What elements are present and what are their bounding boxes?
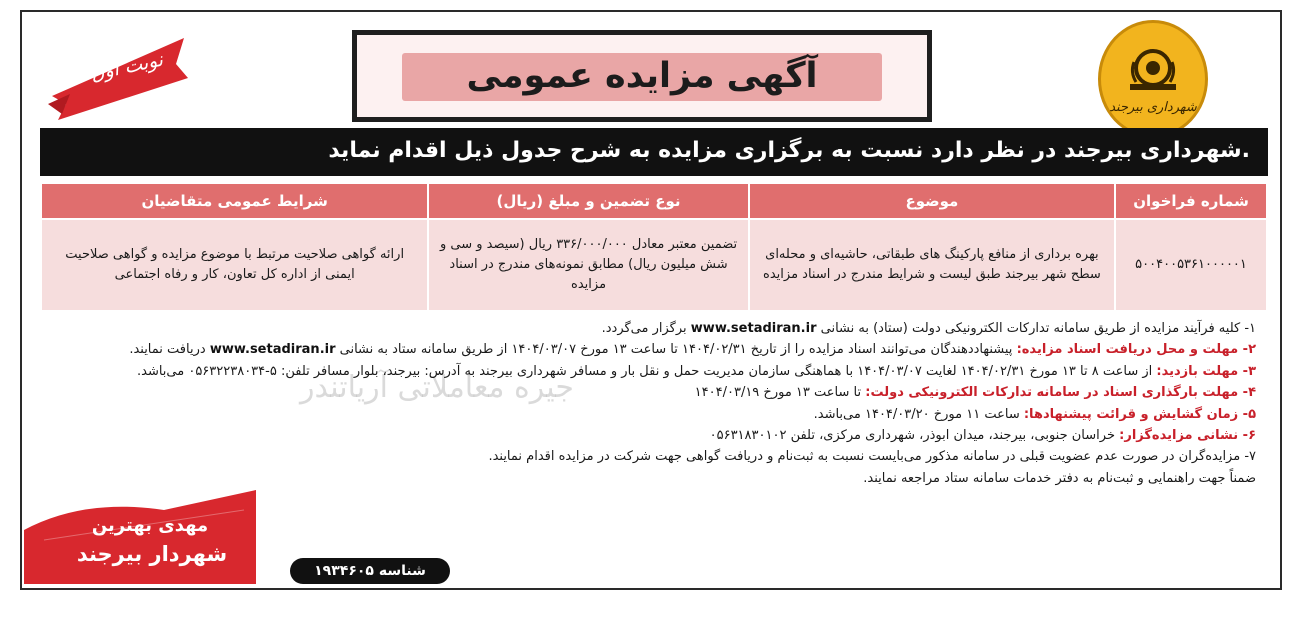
municipality-logo <box>1098 20 1208 138</box>
table-header-row <box>41 183 1267 219</box>
setad-link-2[interactable]: www.setadiran.ir <box>209 342 336 358</box>
clause-1-text: ۱- کلیه فرآیند مزایده از طریق سامانه تدارکات الکترونیکی دولت (ستاد) به نشانی <box>820 321 1256 336</box>
clause-3-label: ۳- مهلت بازدید: <box>1156 363 1256 379</box>
clause-1 <box>32 318 1256 339</box>
setad-link[interactable]: www.setadiran.ir <box>690 321 817 336</box>
clause-2-label: ۲- مهلت و محل دریافت اسناد مزایده: <box>1016 342 1256 358</box>
subheading: شهرداری بیرجند در نظر دارد نسبت به برگزاری مزایده به شرح جدول ذیل اقدام نماید. <box>40 128 1268 176</box>
clause-1-end: برگزار می‌گردد. <box>601 321 687 336</box>
watermark: جیره معاملاتی آریاتندر <box>300 370 574 405</box>
clause-5-label: ۵- زمان گشایش و قرائت پیشنهادها: <box>1023 406 1256 422</box>
clause-5 <box>32 404 1256 425</box>
clause-7-note-text: ضمناً جهت راهنمایی و ثبت‌نام به دفتر خدمات سامانه ستاد مراجعه نمایند. <box>863 470 1256 486</box>
clause-6-text: خراسان جنوبی، بیرجند، میدان ابوذر، شهرداری مرکزی، تلفن ۰۵۶۳۱۸۳۰۱۰۲ <box>709 428 1115 444</box>
clause-6-label: ۶- نشانی مزایده‌گزار: <box>1119 428 1256 444</box>
clause-7 <box>32 446 1256 467</box>
mayor-name: مهدی بهترین <box>91 515 209 536</box>
header-call-number: شماره فراخوان <box>1115 183 1267 219</box>
clause-3 <box>32 361 1256 382</box>
clause-3-text: از ساعت ۸ تا ۱۳ مورخ ۱۴۰۴/۰۲/۳۱ لغایت ۱۴۰۴/۰۳/۰۷ با هماهنگی سازمان مدیریت حمل و نقل بار و مسافر شهرداری بیرجند به آدرس: بیرجند، بلوار مسافر تلفن: ۵-۰۵۶۳۲۲۳۸۰۳۴ می‌باشد. <box>136 363 1153 379</box>
clause-7-note <box>32 468 1256 489</box>
clause-4 <box>32 382 1256 403</box>
first-turn-label: نوبت اول <box>88 48 165 86</box>
emblem-icon <box>1126 44 1180 98</box>
mayor-title: شهردار بیرجند <box>76 542 228 566</box>
clauses-list <box>32 318 1256 489</box>
cell-call-number: ۵۰۰۴۰۰۵۳۶۱۰۰۰۰۰۱ <box>1115 219 1267 311</box>
logo-text: شهرداری بیرجند <box>1109 99 1197 115</box>
header-subject: موضوع <box>749 183 1115 219</box>
table-row <box>41 219 1267 311</box>
clause-7-text: ۷- مزایده‌گران در صورت عدم عضویت قبلی در سامانه مذکور می‌بایست نسبت به ثبت‌نام و دریافت گواهی جهت شرکت در مزایده اقدام نمایند. <box>488 449 1256 465</box>
clause-2-text: پیشنهاددهندگان می‌توانند اسناد مزایده را از تاریخ ۱۴۰۴/۰۲/۳۱ تا ساعت ۱۳ مورخ ۱۴۰۴/۰۳/۰۷ از طریق سامانه ستاد به نشانی <box>339 342 1013 358</box>
ad-code-badge: شناسه ۱۹۳۴۶۰۵ <box>290 558 450 584</box>
auction-table <box>40 182 1268 312</box>
clause-2-end: دریافت نمایند. <box>129 342 206 358</box>
clause-2 <box>32 339 1256 360</box>
clause-4-text: تا ساعت ۱۳ مورخ ۱۴۰۴/۰۳/۱۹ <box>694 385 862 401</box>
title-box <box>352 30 932 122</box>
mayor-banner <box>24 490 256 584</box>
header-guarantee: نوع تضمین و مبلغ (ریال) <box>428 183 748 219</box>
clause-4-label: ۴- مهلت بارگذاری اسناد در سامانه تدارکات الکترونیکی دولت: <box>865 385 1256 401</box>
cell-guarantee: تضمین معتبر معادل ۳۳۶/۰۰۰/۰۰۰ ریال (سیصد و سی و شش میلیون ریال) مطابق نمونه‌های مندرج در اسناد مزایده <box>428 219 748 311</box>
clause-6 <box>32 425 1256 446</box>
cell-conditions: ارائه گواهی صلاحیت مرتبط با موضوع مزایده و گواهی صلاحیت ایمنی از اداره کل تعاون، کار و رفاه اجتماعی <box>41 219 428 311</box>
clause-5-text: ساعت ۱۱ مورخ ۱۴۰۴/۰۳/۲۰ می‌باشد. <box>813 406 1020 422</box>
page-title: آگهی مزایده عمومی <box>466 56 818 96</box>
cell-subject: بهره برداری از منافع پارکینگ های طبقاتی، حاشیه‌ای و محله‌ای سطح شهر بیرجند طبق لیست و شرایط مندرج در اسناد مزایده <box>749 219 1115 311</box>
header-conditions: شرایط عمومی متقاضیان <box>41 183 428 219</box>
